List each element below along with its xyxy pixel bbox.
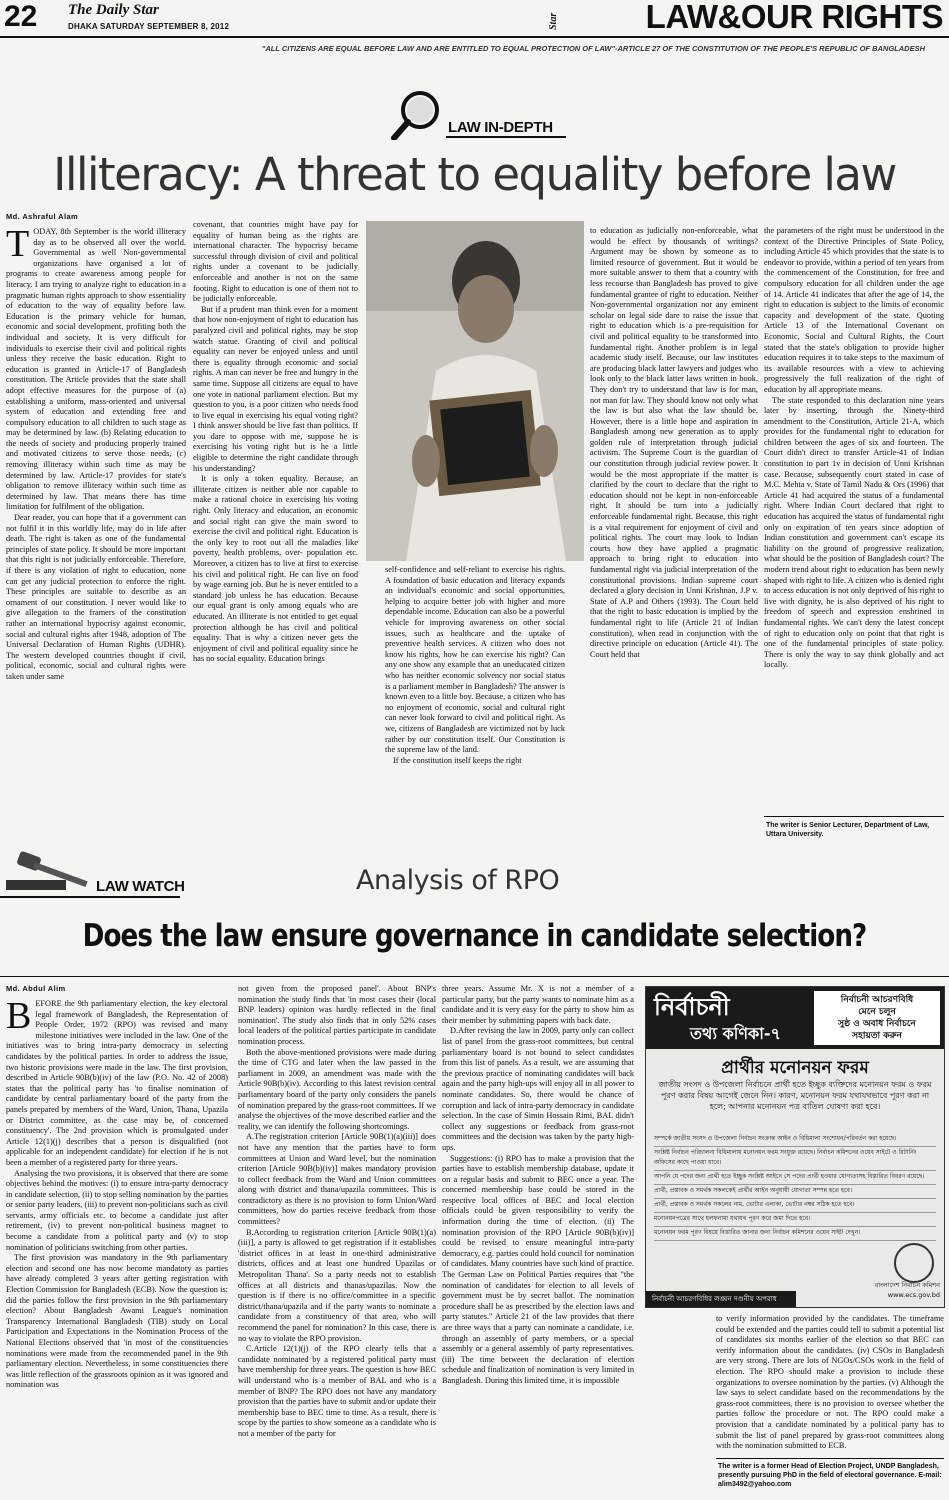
magnifier-icon — [390, 88, 446, 140]
masthead-rule — [0, 36, 949, 38]
kicker-rule — [446, 136, 566, 138]
paragraph: If the constitution itself keeps the right — [393, 755, 522, 765]
paper-name: The Daily Star — [68, 2, 159, 18]
paragraph: B.According to registration criterion [Article 90B(1)(a)(iii)], a party is allowed to get registration if it establishes 'district offices in at least in one-third administrative districts, offices and at least one hundred Upazilas or Metropolitan Thana'. So a party needs not to establish offices at all districts and thanas/upazilas. Now the question is if there is no office/committee in a specific district/thana/upazila and if the party wants to nominate a candidate from a constituency of that area, who will recommend the panel for nomination? In this case, there is no way to violate the RPO provision. — [238, 1227, 436, 1343]
ad-rules-line: সুষ্ঠ ও অবাধ নির্বাচনে — [838, 1019, 916, 1029]
kicker-rule — [0, 896, 180, 898]
page-number: 22 — [4, 0, 38, 33]
paragraph: to education as judicially non-enforceable, what would be effect by thousands of writings? Argument may be shown by someone as to limited resource of government. But it would be more suitable answer to them that a country with less recourse than Bangladesh has proved to give fundamental grantee of right to education. Neither Non-governmental organization nor any eminent scholar on legal side dare to raise the issue that right to education which is a pre-requisition for civil and political equality to be transformed into fundamental right. Another problem is in legal academic study itself. Because, our law institutes are producing black latter lawyers and judges who look only to the black latter laws written in book. They don't try to understand that law is for man, not man for law. They should know not only what the law is but also what the law should be. However, there is a little hope and aspiration in Bangladesh among new generation as to apply golden rule of interpretation through judicial activism. The Supreme Court is the guardian of our constitution through judicial review power. It would be the most appropriate if the matter is clarified by the court to declare that the right to education should not be kept in non-enforceable right. It should be turn into a judicially enforceable fundamental right. Because, this right is a vital requirement for enjoyment of civil and political rights. The court may look to Indian courts how they have applied a pragmatic approach to bring right to education into fundamental right via judicial interpretation of the constitutional provisions. Indian supreme court declared a glory decision in Unni Krishnan, J.P v. State of A.P and Others (1993). The Court held that the right to basic education is implied by the fundamental right to life (Article 21 of Indian constitution), when read in conjunction with the directive principle on education (Article 41). The Court held that — [590, 226, 758, 659]
headline: Does the law ensure governance in candidate selection? — [82, 918, 867, 954]
masthead — [0, 0, 949, 52]
ad-commission-name: বাংলাদেশ নির্বাচন কমিশন — [874, 1281, 940, 1289]
ad-subtitle: তথ্য কণিকা-৭ — [690, 1024, 781, 1043]
ad-point: মনোনয়নপত্রের সাথে হলফনামা যথাযথ পূরণ করে জমা দিতে হবে। — [654, 1213, 936, 1227]
article-column-5 — [764, 226, 944, 810]
paragraph: three years. Assume Mr. X is not a member of a particular party, but the party wants to nominate him as a candidate and it is very easy for the party to show him as their member by submitting papers with back date. — [442, 984, 634, 1025]
author-note: The writer is a former Head of Election Project, UNDP Bangladesh, presently pursuing PhD in the field of electoral governance. E-mail: alim3492@yahoo.com — [718, 1463, 942, 1488]
paragraph: not given from the proposed panel'. About BNP's nomination the study finds that 'in most cases their (local BNP leaders) opinion was hardly reflected in the final nomination'. The study also finds that in only 52% cases local leaders of the political parties participate in candidate nomination process. — [238, 984, 436, 1046]
byline: Md. Abdul Alim — [6, 984, 66, 993]
ad-website: www.ecs.gov.bd — [887, 1291, 940, 1299]
paragraph: self-confidence and self-reliant to exercise his rights. A foundation of basic education and literacy expands an individual's economic and social opportunities, helping to acquire better job with higher and more dependable income. Education can also be a powerful vehicle for improving awareness on other social issues, such as healthcare and the uptake of preventive health services. A citizen who does not know his rights, how he can exercise his right? Can any one show any example that an uneducated citizen who has neither economic solvency nor social status is a parliament member in Bangladesh? The answer is known even to a little boy. Because, a citizen who has no enjoyment of economic, social and cultural right can never look forward to civil and political right. As we, citizens of Bangladesh are victimized not by luck rather by our constitution itself. Our Constitution is the supreme law of the land. — [385, 565, 565, 755]
ad-point: মনোনয়ন ফরম পূরণ বিষয়ে বিস্তারিত জানার জন্য নির্বাচন কমিশনের ওয়েব সাইট দেখুন। — [654, 1227, 936, 1241]
drop-cap: B — [6, 995, 32, 1037]
paragraph: It is only a token equality. Because, an illiterate citizen is neither able nor capable to make a rational choice in exercising his voting right. Only literacy and education, an economic and social right can give the main sword to exercise the civil and political right. Education is the only key to root out all the maladies like poverty, health problems, over- population etc. Moreover, a citizen has to live at first to exercise his civil and political right. He can live on food by wage earning job. But he is never entitled to a standard job unless he has education. Because our equal grant is only among equals who are educated. An illiterate is not entitled to get equal protection although he has civil and political equality. That is why a citizen never gets the enjoyment of civil and political equality since he has no social equality. Education brings — [193, 474, 358, 664]
byline: Md. Ashraful Alam — [6, 212, 79, 221]
article-column-2 — [193, 220, 358, 844]
paragraph: Suggestions: (i) RPO has to make a provision that the parties have to establish membership database, update it on a regular basis and submit to BEC once a year. The concerned membership base could be stored in the respective local offices of BEC and local election officials could be given responsibility to verify the information during the time of election. (ii) The nomination provision of the RPO [Article 90B(b)(iv)] could be revised to ensure meaningful intra-party democracy, e.g. parties could hold council for nomination of candidates. Many countries have such kind of practice. The German Law on Political Parties requires that "the nomination of candidates for election to all levels of government must be by secret ballot. The nomination procedure shall be as prescribed by the election laws and party statutes." Article 21 of the law provides that there are three ways that a party can nominate a candidate, i.e. through an assembly of party members, or a special assembly or a general assembly of party representatives. (iii) The time between the declaration of election schedule and finalization of nomination is very limited in Bangladesh. During this limited time, it is impossible — [442, 1153, 634, 1385]
paragraph: A.The registration criterion [Article 90B(1)(a)(iii)] does not have any mention that the parties have to form committees at Union and Ward level, but the nomination criterion [Article 90B(b)(iv)] makes mandatory provision to collect feedback from the Ward and Union committees along with district and thana/upazila committees. This is contradictory as there is no provision to form Union/Ward committees, how do parties receive feedback from those committees? — [238, 1132, 436, 1227]
paragraph: But if a prudent man think even for a moment that how non-enjoyment of right to education has paralyzed civil and political rights, may be stop watch statue. Granting of civil and political equality can never be enjoyed unless and until there is equality through economic and social rights. A man can never be free and hungry in the same time. Suppose all citizens are equal to have one vote in national parliament election. But my question to you, is a poor citizen who needs food to live equal in exercising his equal voting right? I think answer should be live fast than politics. If you dare to oppose with me, suppose he is exercising his voting right but is he a little eligible to determine the right candidate through his understanding? — [193, 304, 358, 473]
paragraph: the parameters of the right must be understood in the context of the Directive Principles of State Policy, including Article 45 which provides that the state is to endeavor to provide, within a period of ten years from the commencement of the Constitution, for free and compulsory education for all children under the age of 14. Article 41 indicates that after the age of 14, the right to education is subject to the limits of economic capacity and development of the state. Quoting Article 13 of the International Covenant on Economic, Social and Cultural Rights, the Court stated that the state's obligation to provide higher education requires it to take steps to the maximum of its available resources with a view to achieving progressively the full realization of the right of education by all appropriate means. — [764, 226, 944, 394]
article-column-1 — [6, 212, 186, 844]
article-column-1 — [6, 984, 228, 1496]
article-column-4 — [716, 1314, 944, 1450]
article-column-3 — [385, 565, 565, 844]
paragraph: C.Article 12(1)(j) of the RPO clearly tells that a candidate nominated by a registered political party must have membership for three years. The question is how BEC will understand who is a member of BAL and who is a member of BNP? The RPO does not have any mandatory provision that the parties have to submit and/or update their membership base to BEC time to time. As a result, there is scope by the parties to show someone as a candidate who is not a member of the party for — [238, 1344, 436, 1438]
paragraph: The first provision was mandatory in the 9th parliamentary election and second one has now become mandatory as parties have already completed 3 years after getting registration with Election Commission for Bangladesh (ECB). Now the question is: did the parties follow the first provision in the 9th parliamentary election? About Bangladesh Awami League's nomination Transparency International Bangladesh (TIB) study on Local Participation and Expectations in the Nomination Process of the National Elections observed that 'in most of the constituencies nominations were made from the recommended panel in the 9th parliamentary election. Nevertheless, in some constituencies there was little reflection of the grassroots opinion as it was ignored and nomination was — [6, 1253, 228, 1390]
ad-header — [646, 987, 944, 1049]
election-commission-ad — [645, 986, 945, 1308]
note-rule — [716, 1458, 944, 1459]
paragraph: Analysing the two provisions, it is observed that there are some objectives behind the motives: (i) to ensure intra-party democracy in candidate selection, (ii) to stop selling nomination by the parties or senior party leaders, (iii) to prevent non-politicians such as civil servants, army officials etc. to become a candidate just after retirement, (iv) to prevent non-political business magnet to become a candidate from a political party and (v) to stop nomination of politicians switching from other parties. — [6, 1168, 228, 1252]
section-kicker: LAW IN-DEPTH — [448, 119, 553, 136]
ad-points-list — [654, 1133, 936, 1241]
headline-rule — [0, 976, 949, 977]
paragraph: Both the above-mentioned provisions were made during the time of CTG and later when the law passed in the parliament in 2009, an amendment was made with the Article 90B(b)(iv). According to this latest revision central parliamentary board of the party only considers the panels of nomination prepared by the grass-root committees. If we analyse the objectives of the move described earlier and the reality, we can identify the following shortcomings. — [238, 1047, 436, 1131]
article-column-4 — [590, 226, 758, 844]
section-logo: Star — [548, 12, 559, 30]
commission-seal-icon — [894, 1243, 934, 1283]
paragraph: Dear reader, you can hope that if a government can not fulfil it in this worldly life, may do in life after death. The right is taken as one of the fundamental principles of state policy. It should be more important that this right is not judicially enforceable. Therefore, if there is any violation of right to education, none can get any judicial protection to enforce the right. These principles are suitable to describe as an ornament of our constitution. I never would like to give allegation to the framers of the constitution rather an international hypocrisy against economic, social and cultural rights after 1948, adoption of The Universal Declaration of Human Rights (UDHR). The western developed countries thought if civil, political, economic, social and cultural rights were taken under same — [6, 513, 186, 681]
ad-rules-box — [814, 991, 940, 1045]
ad-point: আপনি যে পদের জন্য প্রার্থী হতে ইচ্ছুক সংশ্লিষ্ট আইনে সে পদের প্রার্থী হওয়ার যোগ্যতাসহ বিস্তারিত বিবরণ রয়েছে। — [654, 1171, 936, 1185]
ad-point: প্রার্থী, প্রস্তাবক ও সমর্থক সকলকেই প্রার্থীর আইন অনুযায়ী যোগ্যতা সম্পন্ন হতে হবে। — [654, 1185, 936, 1199]
ad-form-title: প্রার্থীর মনোনয়ন ফরম — [721, 1058, 869, 1078]
article-column-2 — [238, 984, 436, 1496]
ad-commission — [875, 1280, 940, 1299]
dateline: DHAKA SATURDAY SEPTEMBER 8, 2012 — [68, 22, 230, 31]
article-column-3 — [442, 984, 634, 1496]
drop-cap: T — [6, 223, 30, 265]
ad-rules-line: মেনে চলুন — [858, 1007, 896, 1017]
ad-rules-line: সহায়তা করুন — [852, 1031, 902, 1041]
note-rule — [764, 816, 944, 817]
paragraph: covenant, that countries might have pay for equality of human being as the rights are international character. The hypocrisy became successful through division of civil and political rights under a covenant to be judicially enforceable and another is not on the same footing. Right to education is one of them not to be judicially enforceable. — [193, 220, 358, 304]
ad-point: সম্পর্কে জাতীয় সংসদ ও উপজেলা নির্বাচন সংক্রান্ত আইন ও বিধিমালা সংশোধন/পরিবর্তন করা হয়েছে। — [654, 1133, 936, 1147]
gavel-icon — [4, 850, 96, 892]
paragraph: The state responded to this declaration nine years later by inserting, through the Ninety-third amendment to the Constitution, Article 21-A, which provides for the fundamental right to education for children between the ages of six and fourteen. The Court didn't direct to transfer Article-41 of Indian constitution to part 1v in decision of Unni Krishnan case. Because, subsequently court stated in case of M.C. Mehta v. State of Tamil Nadu & Ors (1996) that Article 41 had acquired the status of a fundamental right. Where Indian Court declared that right to education has acquired the status of fundamental right only on expiration of ten years since adoption of Indian constitution and government can't escape its liability on the ground of progressive realization, what should be the position of Bangladesh court? The modern trend about right to education has been newly shaped with right to life. A citizen who is denied right to access education is not only deprived of his right to live with dignity, he is also deprived of his right to freedom of speech and expression enshrined in fundamental rights. We can't deny the latest concept of right to education only on point that that right is one of the fundamental principles of state policy. There is only the way to say think globally and act locally. — [764, 395, 944, 670]
ad-footer: নির্বাচনী আচরণবিধির লঙ্ঘন দণ্ডনীয় অপরাধ — [646, 1291, 796, 1307]
paragraph: ODAY, 8th September is the world illiteracy day as to be observed all over the world. Governmental as well Non-governmental organizations have organised a lot of programs to create awareness among people for literacy. I am trying to analyze right to education in a pragmatic human rights approach to show essentiality of education to the way of equality before law. Education is the primary vehicle for human, economic and social development, profiting both the individual and society. It is very difficult for individuals to exercise their civil and political rights unless they receive the basic education. Right to education is granted in Article-17 of Bangladesh constitution. The Article provides that the state shall adopt effective measures for the purpose of (a) establishing a uniform, mass-oriented and universal system of education and extending free and compulsory education to all children to such stage as may be determined by law. (b) Relating education to the needs of society and producing properly trained and motivated citizens to serve those needs, (c) removing illiteracy within such time as may be determined by law. Article-17 provides for state's obligation to remove illiteracy within such time as determined by law. That means there has time limitation for fulfilment of the obligation. — [6, 227, 186, 512]
author-note: The writer is Senior Lecturer, Department of Law, Uttara University. — [766, 822, 930, 838]
ad-point: সংশ্লিষ্ট নির্বাচন পরিচালনা বিধিমালায় মনোনয়ন ফরম সংযুক্ত রয়েছে। নির্বাচন কমিশনের ওয়েব সাইটে ও রিটার্নিং অফিসের কাছে পাওয়া যাবে। — [654, 1147, 936, 1171]
photo-child-with-slate — [366, 221, 584, 561]
section-kicker: LAW WATCH — [96, 878, 185, 895]
ad-rules-line: নির্বাচনী আচরণবিধি — [840, 995, 914, 1005]
paragraph: EFORE the 9th parliamentary election, the key electoral legal framework of Bangladesh, the Representation of People Order, 1972 (RPO) was revised and many milestone initiatives were included in the law. One of the initiatives was to bring intra-party democracy in selecting candidates by the political parties. In order to address the issue, two historic provisions were made in the law. The first provision, described in Article 90B(b)(iv) of the law (P.O. No. 42 of 2008) states that the political party has 'to finalise nomination of candidate by central parliamentary board of the party from the panels prepared by members of the Ward, Union, Thana, Upazila or District committee, as the case may be, of concerned constituency'. The 2nd provision which is promulgated under Article 12(1)(j) describes that a person is disqualified (not applicable for an independent candidate) for election if he is not been a member of a registered party for three years. — [6, 999, 228, 1167]
paragraph: to verify information provided by the candidates. The timeframe could be extended and the parties could tell to submit a potential list of candidates six months earlier of the election so that BEC can verify information about the candidates. (iv) CSOs in Bangladesh are very strong. There are lots of NGOs/CSOs work in the field of election. The RPO should make a provision to include these organizations to oversee nomination by the parties. (v) Although the law says to select candidate based on the recommendations by the grass-root committees, there is no provision to oversee whether the parties follow the procedure or not. The RPO could make a provision that a candidate nominated by a political party has to submit the list of panel prepared by grass-root committees along with the nomination submitted to ECB. — [716, 1314, 944, 1450]
ad-title: নির্বাচনী — [654, 993, 730, 1021]
paragraph: D.After revising the law in 2009, party only can collect list of panel from the grass-root committees, but central parliamentary board is not bound to select candidates from this list of panels. As a result, we are assuming that the previous practice of nominating candidates will back again and the party high-ups will enjoy all in all power to nominate candidates. So, there would be chance of corruption and lack of intra-party democracy in candidate selection. In the case of Simin Hossain Rimi, BAL didn't collect any suggestions or feedback from grass-root committees and the decision was taken by the party high-ups. — [442, 1026, 634, 1152]
headline: Illiteracy: A threat to equality before law — [53, 148, 896, 201]
motto: "ALL CITIZENS ARE EQUAL BEFORE LAW AND ARE ENTITLED TO EQUAL PROTECTION OF LAW"-ARTICLE 27 OF THE CONSTITUTION OF THE PEOPLE'S REPUBLIC OF BANGLADESH — [261, 44, 925, 53]
section-title: LAW&OUR RIGHTS — [645, 0, 943, 35]
subheadline: Analysis of RPO — [356, 865, 560, 896]
ad-point: প্রার্থী, প্রস্তাবক ও সমর্থক সকলের নাম, ভোটার এলাকা, ভোটার নম্বর সঠিক হতে হবে। — [654, 1199, 936, 1213]
ad-form-text: জাতীয় সংসদ ও উপজেলা নির্বাচনে প্রার্থী হতে ইচ্ছুক ব্যক্তিদের মনোনয়ন ফরম ও ফরম পূরণ করার বিষয় আগেই জেনে নিন। কারণ, মনোনয়ন ফরম যথাযথভাবে পূরণ করা না হলে; আপনার মনোনয়ন পত্র বাতিল ঘোষণা করা হবে। — [658, 1080, 932, 1111]
